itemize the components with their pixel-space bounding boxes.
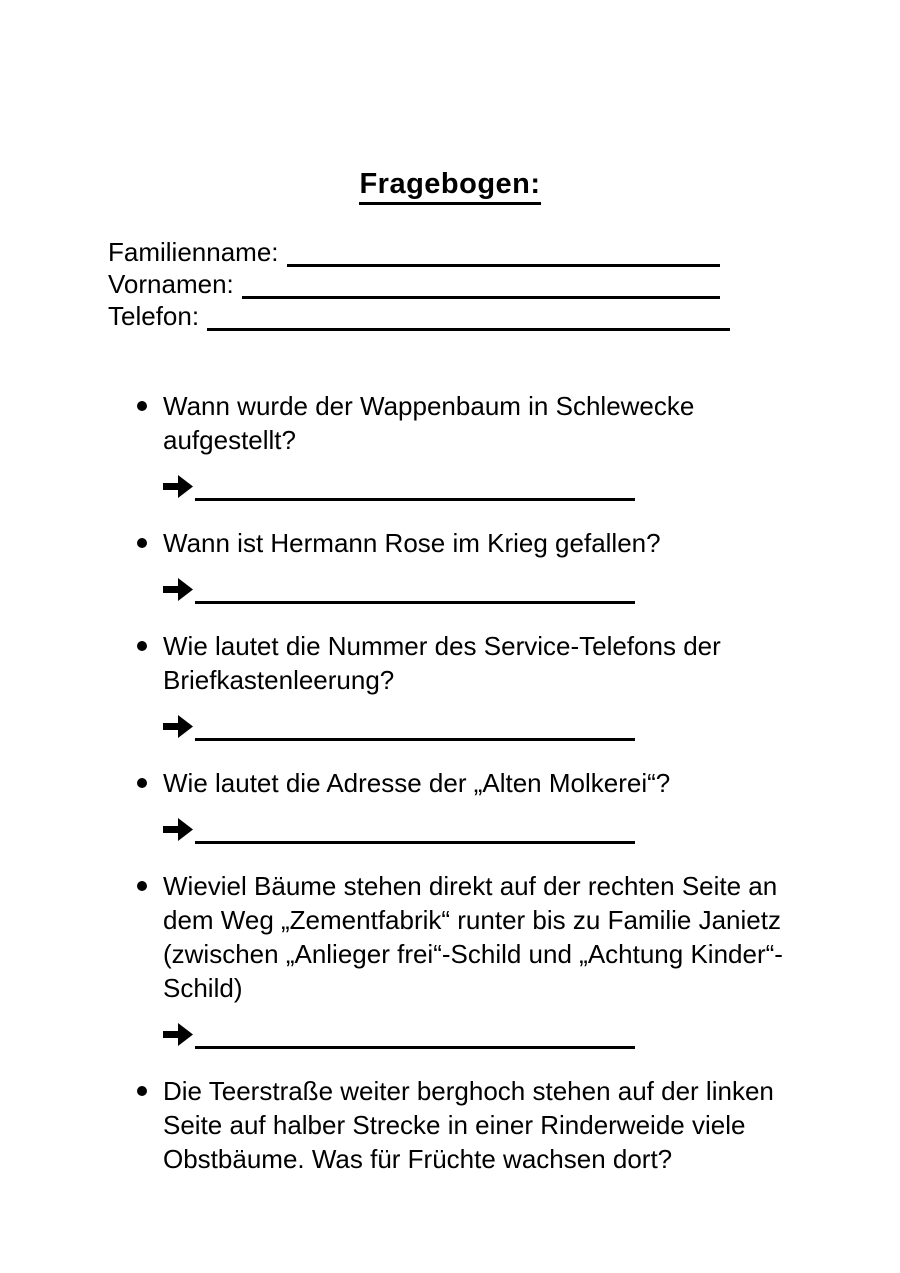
field-telefon [108, 299, 730, 331]
question-item [137, 1074, 900, 1176]
arrow-right-icon [163, 576, 193, 603]
fill-in-line [207, 299, 730, 331]
question-list [137, 389, 900, 1176]
bullet-icon [137, 389, 163, 501]
bullet-icon [137, 629, 163, 741]
bullet-icon [137, 869, 163, 1049]
question-text: Wie lautet die Adresse der „Alten Molkerei“? [163, 768, 671, 798]
question-item [137, 526, 900, 604]
answer-line [195, 804, 635, 844]
field-label: Familienname: [108, 237, 279, 267]
answer-row [163, 701, 900, 741]
question-text: Wann wurde der Wappenbaum in Schlewecke aufgestellt? [163, 391, 695, 455]
question-text: Wann ist Hermann Rose im Krieg gefallen? [163, 528, 661, 558]
question-item [137, 629, 900, 741]
contact-fields [108, 235, 720, 331]
answer-row [163, 804, 900, 844]
fill-in-line [287, 235, 720, 267]
answer-row [163, 461, 900, 501]
arrow-right-icon [163, 816, 193, 843]
answer-line [195, 461, 635, 501]
field-vornamen [108, 267, 720, 299]
bullet-icon [137, 526, 163, 604]
answer-row [163, 564, 900, 604]
question-text: Die Teerstraße weiter berghoch stehen auf der linken Seite auf halber Strecke in einer Rinderweide viele Obstbäume. Was für Früchte wachsen dort? [163, 1076, 774, 1174]
answer-line [195, 1009, 635, 1049]
answer-row [163, 1009, 900, 1049]
answer-line [195, 564, 635, 604]
question-item [137, 766, 900, 844]
arrow-right-icon [163, 713, 193, 740]
question-item [137, 389, 900, 501]
title-row [0, 168, 900, 205]
page-title: Fragebogen: [359, 168, 540, 205]
question-item [137, 869, 900, 1049]
arrow-right-icon [163, 1021, 193, 1048]
fill-in-line [242, 267, 720, 299]
question-text: Wie lautet die Nummer des Service-Telefons der Briefkastenleerung? [163, 631, 721, 695]
bullet-icon [137, 766, 163, 844]
field-label: Telefon: [108, 301, 200, 331]
field-label: Vornamen: [108, 269, 234, 299]
bullet-icon [137, 1074, 163, 1176]
answer-line [195, 701, 635, 741]
field-familienname [108, 235, 720, 267]
arrow-right-icon [163, 473, 193, 500]
question-text: Wieviel Bäume stehen direkt auf der rechten Seite an dem Weg „Zementfabrik“ runter bis zu Familie Janietz (zwischen „Anlieger frei“-Schild und „Achtung Kinder“-Schild) [163, 871, 783, 1003]
